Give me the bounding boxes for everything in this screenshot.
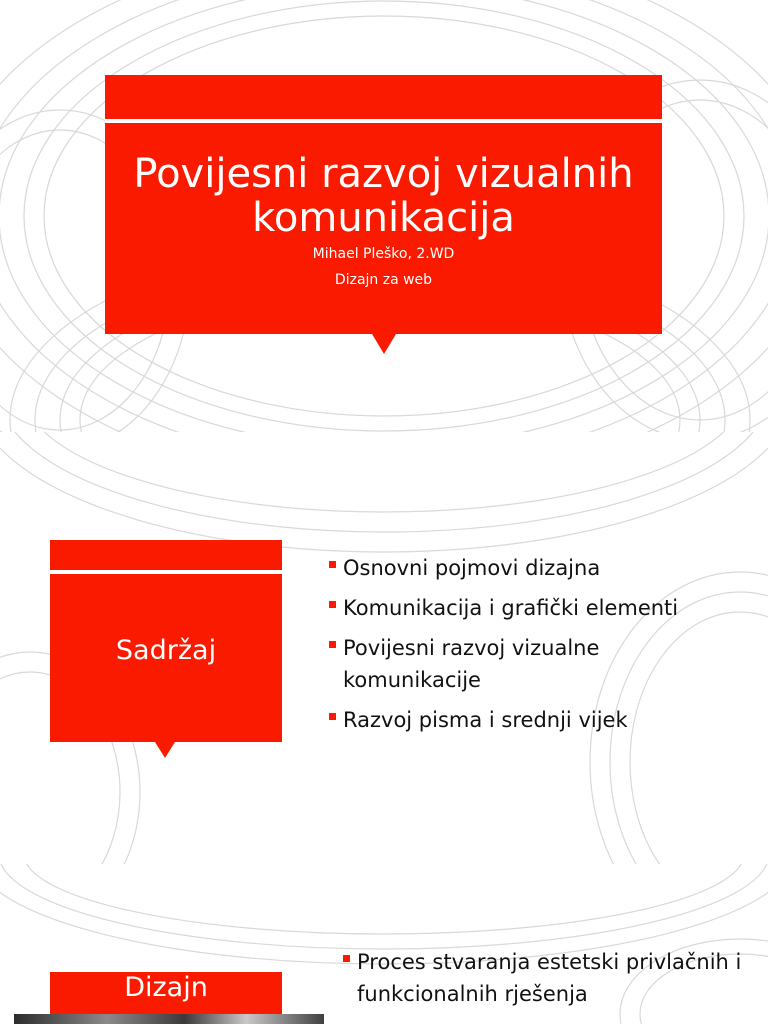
slide-1 xyxy=(0,0,768,432)
list-item: Proces stvaranja estetski privlačnih i funkcionalnih rješenja xyxy=(343,946,743,1010)
title-box-pointer xyxy=(372,334,396,354)
list-item: Komunikacija i grafički elementi xyxy=(329,592,729,624)
course-name: Dizajn za web xyxy=(334,272,433,288)
presentation-title: Povijesni razvoj vizualnih komunikacija xyxy=(133,151,634,241)
list-item: Razvoj pisma i srednji vijek xyxy=(329,704,729,736)
section-title-sadrzaj: Sadržaj xyxy=(115,635,217,666)
section-box-pointer xyxy=(155,742,175,758)
author-name: Mihael Pleško, 2.WD xyxy=(312,246,455,262)
slide-image xyxy=(14,1014,324,1024)
contents-list xyxy=(329,552,729,744)
list-item: Povijesni razvoj vizualne komunikacije xyxy=(329,632,729,696)
list-item: Osnovni pojmovi dizajna xyxy=(329,552,729,584)
title-top-band xyxy=(105,75,662,119)
section-top-band xyxy=(50,540,282,570)
definition-list xyxy=(343,946,743,1018)
section-title-dizajn: Dizajn xyxy=(124,972,208,1003)
